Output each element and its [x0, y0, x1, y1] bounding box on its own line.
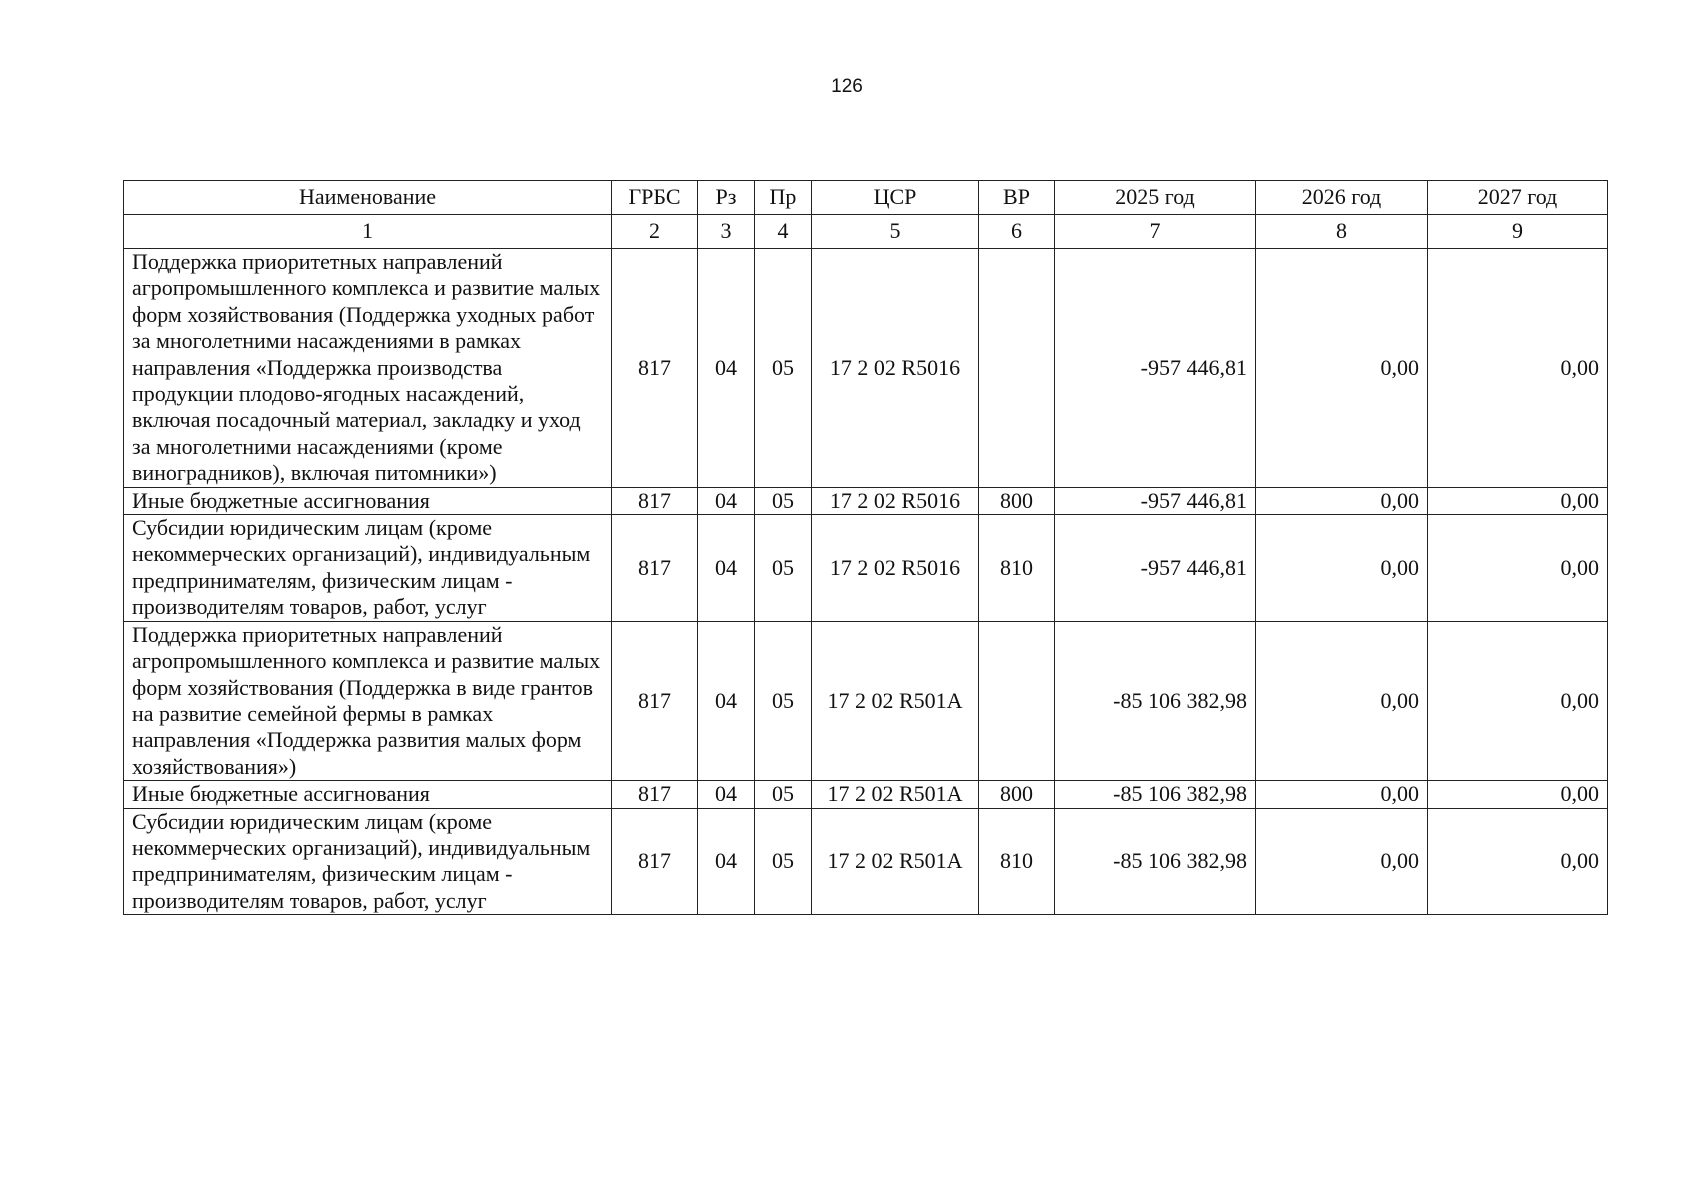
csr-cell: 17 2 02 R501A	[812, 808, 979, 915]
row-name: Субсидии юридическим лицам (кроме некоммерческих организаций), индивидуальным предпринимателям, физическим лицам - производителям товаров, работ, услуг	[124, 515, 612, 622]
amount-2026-cell: 0,00	[1256, 808, 1428, 915]
vr-cell: 800	[979, 781, 1055, 808]
amount-2025-cell: -957 446,81	[1055, 249, 1256, 488]
amount-2027-cell: 0,00	[1428, 808, 1608, 915]
column-number: 7	[1055, 215, 1256, 249]
rz-cell: 04	[698, 808, 755, 915]
column-header: Рз	[698, 181, 755, 215]
rz-cell: 04	[698, 249, 755, 488]
table-row	[124, 515, 1608, 622]
row-name: Поддержка приоритетных направлений агропромышленного комплекса и развитие малых форм хозяйствования (Поддержка уходных работ за многолетними насаждениями в рамках направления «Поддержка производства продукции плодово-ягодных насаждений, включая посадочный материал, закладку и уход за многолетними насаждениями (кроме виноградников), включая питомники»)	[124, 249, 612, 488]
pr-cell: 05	[755, 621, 812, 780]
csr-cell: 17 2 02 R501A	[812, 781, 979, 808]
csr-cell: 17 2 02 R5016	[812, 515, 979, 622]
vr-cell: 810	[979, 808, 1055, 915]
grbs-cell: 817	[612, 487, 698, 514]
amount-2027-cell: 0,00	[1428, 249, 1608, 488]
table-row	[124, 487, 1608, 514]
pr-cell: 05	[755, 487, 812, 514]
amount-2026-cell: 0,00	[1256, 781, 1428, 808]
amount-2025-cell: -85 106 382,98	[1055, 621, 1256, 780]
amount-2026-cell: 0,00	[1256, 621, 1428, 780]
pr-cell: 05	[755, 781, 812, 808]
rz-cell: 04	[698, 621, 755, 780]
vr-cell	[979, 249, 1055, 488]
csr-cell: 17 2 02 R5016	[812, 249, 979, 488]
amount-2026-cell: 0,00	[1256, 249, 1428, 488]
amount-2025-cell: -957 446,81	[1055, 487, 1256, 514]
column-number: 1	[124, 215, 612, 249]
grbs-cell: 817	[612, 781, 698, 808]
grbs-cell: 817	[612, 808, 698, 915]
vr-cell: 800	[979, 487, 1055, 514]
column-number: 9	[1428, 215, 1608, 249]
csr-cell: 17 2 02 R5016	[812, 487, 979, 514]
amount-2025-cell: -957 446,81	[1055, 515, 1256, 622]
grbs-cell: 817	[612, 621, 698, 780]
column-number-row	[124, 215, 1608, 249]
amount-2027-cell: 0,00	[1428, 781, 1608, 808]
rz-cell: 04	[698, 515, 755, 622]
column-header: ЦСР	[812, 181, 979, 215]
column-header: 2027 год	[1428, 181, 1608, 215]
vr-cell: 810	[979, 515, 1055, 622]
row-name: Субсидии юридическим лицам (кроме некоммерческих организаций), индивидуальным предпринимателям, физическим лицам - производителям товаров, работ, услуг	[124, 808, 612, 915]
column-header: Пр	[755, 181, 812, 215]
column-number: 2	[612, 215, 698, 249]
row-name: Иные бюджетные ассигнования	[124, 781, 612, 808]
rz-cell: 04	[698, 781, 755, 808]
amount-2027-cell: 0,00	[1428, 487, 1608, 514]
header-row	[124, 181, 1608, 215]
vr-cell	[979, 621, 1055, 780]
pr-cell: 05	[755, 515, 812, 622]
column-header: Наименование	[124, 181, 612, 215]
rz-cell: 04	[698, 487, 755, 514]
column-number: 5	[812, 215, 979, 249]
column-header: 2025 год	[1055, 181, 1256, 215]
amount-2025-cell: -85 106 382,98	[1055, 808, 1256, 915]
table-row	[124, 808, 1608, 915]
pr-cell: 05	[755, 249, 812, 488]
column-number: 3	[698, 215, 755, 249]
amount-2025-cell: -85 106 382,98	[1055, 781, 1256, 808]
table-row	[124, 249, 1608, 488]
row-name: Иные бюджетные ассигнования	[124, 487, 612, 514]
column-number: 6	[979, 215, 1055, 249]
amount-2026-cell: 0,00	[1256, 515, 1428, 622]
table-row	[124, 781, 1608, 808]
column-number: 4	[755, 215, 812, 249]
pr-cell: 05	[755, 808, 812, 915]
column-header: 2026 год	[1256, 181, 1428, 215]
grbs-cell: 817	[612, 249, 698, 488]
page-number: 126	[831, 76, 863, 97]
row-name: Поддержка приоритетных направлений агропромышленного комплекса и развитие малых форм хозяйствования (Поддержка в виде грантов на развитие семейной фермы в рамках направления «Поддержка развития малых форм хозяйствования»)	[124, 621, 612, 780]
column-header: ВР	[979, 181, 1055, 215]
amount-2027-cell: 0,00	[1428, 515, 1608, 622]
grbs-cell: 817	[612, 515, 698, 622]
table-row	[124, 621, 1608, 780]
budget-table	[123, 180, 1608, 915]
column-header: ГРБС	[612, 181, 698, 215]
amount-2027-cell: 0,00	[1428, 621, 1608, 780]
amount-2026-cell: 0,00	[1256, 487, 1428, 514]
csr-cell: 17 2 02 R501A	[812, 621, 979, 780]
column-number: 8	[1256, 215, 1428, 249]
